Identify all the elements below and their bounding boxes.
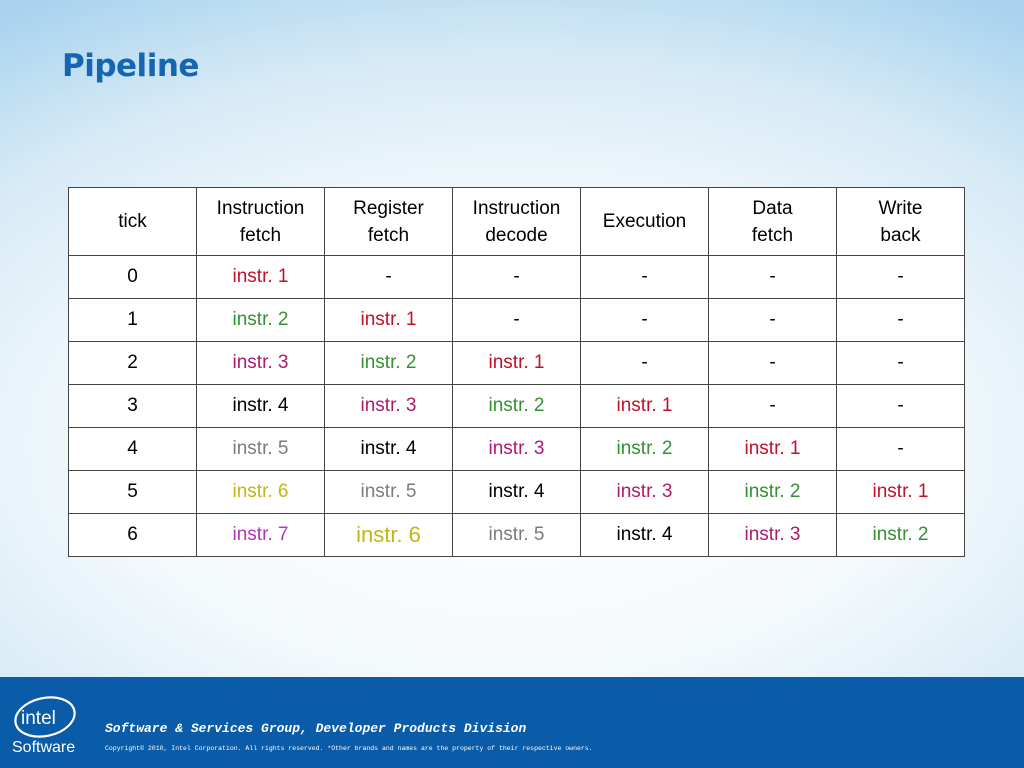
table-cell: - <box>837 385 965 428</box>
tick-cell: 2 <box>69 342 197 385</box>
table-cell: - <box>709 342 837 385</box>
table-cell: instr. 5 <box>453 514 581 557</box>
table-cell: instr. 1 <box>325 299 453 342</box>
table-cell: instr. 3 <box>453 428 581 471</box>
header-instruction-fetch <box>197 188 325 256</box>
table-cell: instr. 2 <box>709 471 837 514</box>
table-row <box>69 514 965 557</box>
table-row <box>69 342 965 385</box>
table-cell: - <box>581 299 709 342</box>
table-cell: instr. 1 <box>453 342 581 385</box>
table-row <box>69 299 965 342</box>
header-instruction-decode <box>453 188 581 256</box>
table-row <box>69 428 965 471</box>
table-cell: instr. 2 <box>325 342 453 385</box>
header-row <box>69 188 965 256</box>
header-line: Data <box>752 197 793 219</box>
header-execution <box>581 188 709 256</box>
table-cell: instr. 2 <box>453 385 581 428</box>
pipeline-table <box>68 187 965 557</box>
header-write-back <box>837 188 965 256</box>
footer-bar <box>0 677 1024 768</box>
table-cell: instr. 4 <box>325 428 453 471</box>
tick-cell: 3 <box>69 385 197 428</box>
table-cell: instr. 2 <box>197 299 325 342</box>
header-line: Instruction <box>472 197 561 219</box>
table-cell: instr. 3 <box>709 514 837 557</box>
table-row <box>69 256 965 299</box>
table-cell: instr. 2 <box>837 514 965 557</box>
header-tick-line: tick <box>118 211 147 232</box>
table-cell: - <box>709 385 837 428</box>
footer-copyright: Copyright© 2010, Intel Corporation. All rights reserved. *Other brands and names are the property of their respective owners. <box>105 745 593 752</box>
tick-cell: 5 <box>69 471 197 514</box>
footer-division: Software & Services Group, Developer Products Division <box>105 721 527 736</box>
table-cell: - <box>453 299 581 342</box>
table-cell: - <box>837 256 965 299</box>
table-cell: instr. 1 <box>197 256 325 299</box>
table-cell: - <box>837 342 965 385</box>
tick-cell: 6 <box>69 514 197 557</box>
table-cell: instr. 7 <box>197 514 325 557</box>
header-line: fetch <box>239 224 282 246</box>
tick-cell: 1 <box>69 299 197 342</box>
table-cell: instr. 3 <box>197 342 325 385</box>
table-cell: instr. 2 <box>581 428 709 471</box>
table-cell: - <box>581 256 709 299</box>
table-cell: - <box>837 428 965 471</box>
header-data-fetch <box>709 188 837 256</box>
logo-intel-text: intel <box>21 708 56 729</box>
table-cell: instr. 4 <box>453 471 581 514</box>
tick-cell: 0 <box>69 256 197 299</box>
table-cell: - <box>453 256 581 299</box>
table-cell: instr. 5 <box>197 428 325 471</box>
slide-title: Pipeline <box>62 48 199 84</box>
table-cell: instr. 5 <box>325 471 453 514</box>
table-cell: - <box>581 342 709 385</box>
table-cell: instr. 4 <box>581 514 709 557</box>
header-register-fetch <box>325 188 453 256</box>
header-line: fetch <box>367 224 410 246</box>
header-line: Register <box>353 197 424 219</box>
table-cell: instr. 1 <box>581 385 709 428</box>
table-cell: - <box>837 299 965 342</box>
table-cell: instr. 3 <box>581 471 709 514</box>
header-line: decode <box>485 224 548 246</box>
header-line: back <box>880 224 921 246</box>
table-cell: instr. 1 <box>709 428 837 471</box>
table-cell: - <box>325 256 453 299</box>
table-cell: instr. 6 <box>325 514 453 557</box>
table-cell: instr. 3 <box>325 385 453 428</box>
table-cell: instr. 1 <box>837 471 965 514</box>
table-cell: - <box>709 256 837 299</box>
header-line: Execution <box>602 211 687 232</box>
header-line: Instruction <box>216 197 305 219</box>
table-row <box>69 385 965 428</box>
header-line: fetch <box>751 224 794 246</box>
tick-cell: 4 <box>69 428 197 471</box>
table-cell: instr. 4 <box>197 385 325 428</box>
header-line: Write <box>878 197 923 219</box>
header-tick <box>69 188 197 256</box>
table-row <box>69 471 965 514</box>
table-cell: instr. 6 <box>197 471 325 514</box>
table-cell: - <box>709 299 837 342</box>
logo-software-text: Software <box>12 739 76 756</box>
